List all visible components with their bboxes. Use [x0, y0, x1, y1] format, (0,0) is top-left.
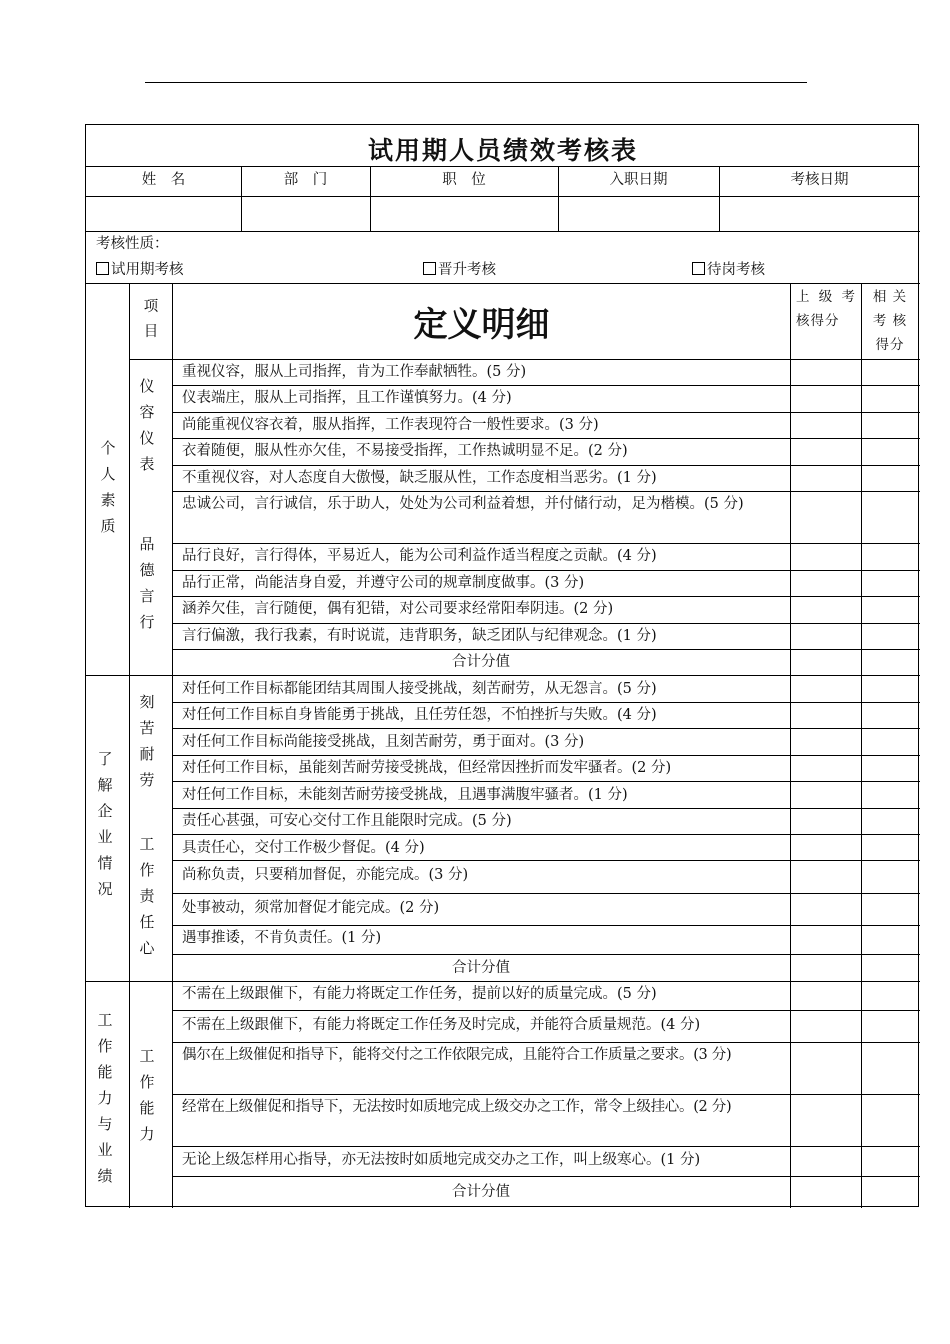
divider — [172, 543, 920, 544]
department-field[interactable] — [242, 197, 369, 230]
divider — [172, 925, 920, 926]
column-item: 项目 — [143, 299, 159, 340]
detail-row: 忠诚公司，言行诚信，乐于助人，处处为公司利益着想，并付储行动，足为楷模。(5 分) — [182, 496, 744, 512]
option-standby[interactable]: 待岗考核 — [692, 262, 765, 278]
detail-row: 涵养欠佳，言行随便，偶有犯错，对公司要求经常阳奉阴违。(2 分) — [182, 601, 614, 617]
divider — [172, 1146, 920, 1147]
detail-row: 言行偏激，我行我素，有时说谎，违背职务，缺乏团队与纪律观念。(1 分) — [182, 628, 657, 644]
divider — [172, 893, 920, 894]
detail-row: 对任何工作目标，未能刻苦耐劳接受挑战，且遇事满腹牢骚者。(1 分) — [182, 787, 628, 803]
checkbox-icon — [96, 262, 109, 275]
detail-row: 经常在上级催促和指导下，无法按时如质地完成上级交办之工作，常令上级挂心。(2 分) — [182, 1099, 732, 1115]
divider — [172, 465, 920, 466]
divider — [172, 702, 920, 703]
category-personal-quality: 个人素质 — [100, 439, 116, 535]
detail-row: 对任何工作目标自身皆能勇于挑战，且任劳任怨，不怕挫折与失败。(4 分) — [182, 707, 657, 723]
detail-row: 对任何工作目标尚能接受挑战，且刻苦耐劳，勇于面对。(3 分) — [182, 734, 585, 750]
detail-row: 责任心甚强，可安心交付工作且能限时完成。(5 分) — [182, 813, 512, 829]
column-supervisor-score: 上 级 考核得分 — [796, 289, 856, 329]
divider — [172, 412, 920, 413]
divider — [172, 385, 920, 386]
option-promotion[interactable]: 晋升考核 — [423, 262, 496, 278]
label-department: 部 门 — [283, 172, 328, 188]
detail-row: 处事被动，须常加督促才能完成。(2 分) — [182, 900, 440, 916]
form-title: 试用期人员绩效考核表 — [367, 136, 638, 165]
position-field[interactable] — [371, 197, 557, 230]
top-rule — [145, 82, 807, 83]
detail-row: 对任何工作目标，虽能刻苦耐劳接受挑战，但经常因挫折而发牢骚者。(2 分) — [182, 760, 672, 776]
detail-row: 具责任心，交付工作极少督促。(4 分) — [182, 840, 425, 856]
divider — [172, 570, 920, 571]
divider — [861, 283, 862, 1208]
label-eval-date: 考核日期 — [790, 172, 849, 188]
divider — [172, 808, 920, 809]
divider — [172, 596, 920, 597]
subitem-work-ability: 工作能力 — [139, 1047, 155, 1143]
detail-row: 衣着随便，服从性亦欠佳，不易接受指挥，工作热诚明显不足。(2 分) — [182, 443, 628, 459]
divider — [172, 834, 920, 835]
detail-row: 尚能重视仪容衣着，服从指挥，工作表现符合一般性要求。(3 分) — [182, 417, 599, 433]
divider — [86, 231, 920, 232]
divider — [172, 781, 920, 782]
detail-row: 偶尔在上级催促和指导下，能将交付之工作依限完成，且能符合工作质量之要求。(3 分) — [182, 1047, 732, 1063]
eval-date-field[interactable] — [720, 197, 918, 230]
label-join-date: 入职日期 — [609, 172, 668, 188]
divider — [172, 283, 173, 1208]
detail-row: 尚称负责，只要稍加督促，亦能完成。(3 分) — [182, 867, 469, 883]
divider — [172, 1010, 920, 1011]
divider — [86, 166, 920, 167]
detail-row: 重视仪容，服从上司指挥，肯为工作奉献牺牲。(5 分) — [182, 364, 527, 380]
label-position: 职 位 — [442, 172, 486, 188]
detail-row: 不需在上级跟催下，有能力将既定工作任务及时完成，并能符合质量规范。(4 分) — [182, 1017, 701, 1033]
divider — [172, 623, 920, 624]
detail-row: 不重视仪容，对人态度自大傲慢，缺乏服从性，工作态度相当恶劣。(1 分) — [182, 470, 657, 486]
divider — [172, 755, 920, 756]
divider — [172, 1176, 920, 1177]
divider — [129, 283, 130, 1208]
divider — [172, 860, 920, 861]
divider — [86, 283, 920, 284]
detail-row: 仪表端庄，服从上司指挥，且工作谨慎努力。(4 分) — [182, 390, 512, 406]
subtotal-label: 合计分值 — [452, 960, 510, 976]
detail-row: 品行正常，尚能洁身自爱，并遵守公司的规章制度做事。(3 分) — [182, 575, 585, 591]
label-name: 姓 名 — [141, 172, 186, 188]
divider — [129, 359, 920, 360]
category-company-knowledge: 了解企业情况 — [97, 750, 113, 898]
join-date-field[interactable] — [559, 197, 718, 230]
divider — [86, 675, 920, 676]
nature-label: 考核性质： — [96, 236, 169, 252]
divider — [790, 283, 791, 1208]
detail-row: 不需在上级跟催下，有能力将既定工作任务，提前以好的质量完成。(5 分) — [182, 986, 657, 1002]
divider — [172, 649, 920, 650]
option-probation[interactable]: 试用期考核 — [96, 262, 184, 278]
detail-row: 品行良好，言行得体，平易近人，能为公司利益作适当程度之贡献。(4 分) — [182, 548, 657, 564]
divider — [172, 438, 920, 439]
subitem-diligence: 刻苦耐劳 — [139, 693, 155, 789]
column-related-score: 相 关 考 核得分 — [872, 289, 908, 353]
divider — [172, 954, 920, 955]
detail-row: 无论上级怎样用心指导，亦无法按时如质地完成交办之工作，叫上级寒心。(1 分) — [182, 1152, 701, 1168]
name-field[interactable] — [87, 197, 240, 230]
subitem-responsibility: 工作责任心 — [139, 835, 155, 957]
subitem-conduct: 品德言行 — [139, 535, 155, 631]
subtotal-label: 合计分值 — [452, 1184, 510, 1200]
detail-row: 遇事推诿，不肯负责任。(1 分) — [182, 930, 382, 946]
checkbox-icon — [692, 262, 705, 275]
divider — [172, 728, 920, 729]
subitem-appearance: 仪容仪表 — [139, 377, 155, 473]
divider — [86, 981, 920, 982]
evaluation-form — [85, 124, 919, 1207]
detail-row: 对任何工作目标都能团结其周围人接受挑战，刻苦耐劳，从无怨言。(5 分) — [182, 681, 657, 697]
checkbox-icon — [423, 262, 436, 275]
column-detail: 定义明细 — [413, 305, 550, 345]
subtotal-label: 合计分值 — [452, 654, 510, 670]
category-ability-performance: 工作能力与业绩 — [97, 1011, 113, 1185]
